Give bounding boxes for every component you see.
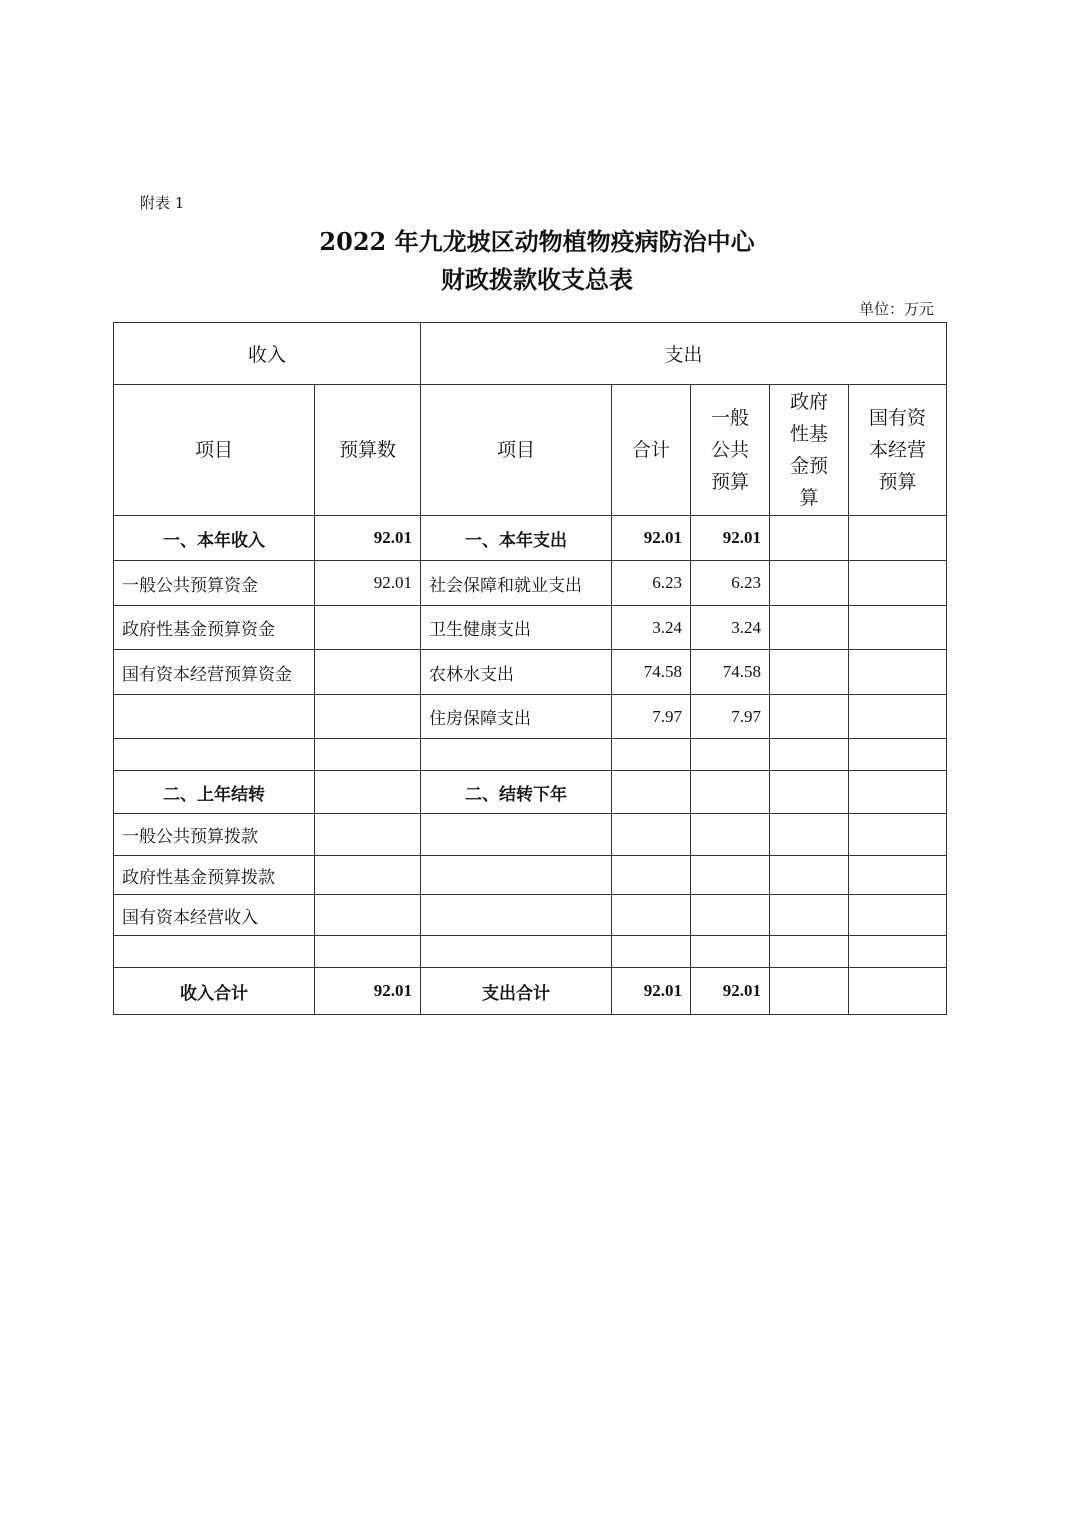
cell <box>691 936 770 968</box>
cell: 7.97 <box>612 695 691 739</box>
cell <box>315 771 421 814</box>
cell: 7.97 <box>691 695 770 739</box>
cell: 92.01 <box>315 516 421 561</box>
header-gov-fund: 政府性基金预算 <box>770 385 849 516</box>
cell <box>770 968 849 1015</box>
cell <box>315 695 421 739</box>
cell: 政府性基金预算拨款 <box>114 856 315 895</box>
cell <box>770 771 849 814</box>
table-row <box>114 968 947 1015</box>
cell: 二、结转下年 <box>421 771 612 814</box>
cell <box>770 856 849 895</box>
cell: 一、本年收入 <box>114 516 315 561</box>
table-row <box>114 695 947 739</box>
cell <box>849 814 947 856</box>
cell <box>114 695 315 739</box>
cell <box>770 936 849 968</box>
header-expense-item: 项目 <box>421 385 612 516</box>
cell: 社会保障和就业支出 <box>421 561 612 606</box>
cell <box>849 561 947 606</box>
cell: 92.01 <box>691 516 770 561</box>
cell <box>612 739 691 771</box>
cell: 政府性基金预算资金 <box>114 606 315 650</box>
cell <box>770 650 849 695</box>
cell <box>770 561 849 606</box>
cell: 一、本年支出 <box>421 516 612 561</box>
table-row <box>114 895 947 936</box>
cell <box>849 650 947 695</box>
cell <box>612 771 691 814</box>
cell <box>849 516 947 561</box>
cell <box>612 895 691 936</box>
cell: 92.01 <box>691 968 770 1015</box>
table-row <box>114 814 947 856</box>
cell: 92.01 <box>315 561 421 606</box>
cell <box>421 856 612 895</box>
cell <box>315 895 421 936</box>
cell <box>421 814 612 856</box>
budget-table <box>113 322 947 1015</box>
cell: 支出合计 <box>421 968 612 1015</box>
cell <box>849 936 947 968</box>
unit-label: 单位：万元 <box>858 300 934 318</box>
cell: 3.24 <box>691 606 770 650</box>
cell: 住房保障支出 <box>421 695 612 739</box>
cell <box>612 856 691 895</box>
cell <box>849 895 947 936</box>
cell: 收入合计 <box>114 968 315 1015</box>
section-income: 收入 <box>114 323 421 385</box>
cell <box>114 936 315 968</box>
cell: 74.58 <box>691 650 770 695</box>
cell <box>691 895 770 936</box>
table-row <box>114 771 947 814</box>
cell <box>849 695 947 739</box>
cell: 6.23 <box>691 561 770 606</box>
cell <box>315 936 421 968</box>
cell: 92.01 <box>612 968 691 1015</box>
cell <box>691 856 770 895</box>
table-row <box>114 606 947 650</box>
appendix-label: 附表 1 <box>140 194 185 212</box>
cell <box>421 895 612 936</box>
table-row <box>114 650 947 695</box>
cell <box>315 814 421 856</box>
cell <box>315 606 421 650</box>
table-row <box>114 516 947 561</box>
header-income-item: 项目 <box>114 385 315 516</box>
cell: 92.01 <box>612 516 691 561</box>
cell <box>114 739 315 771</box>
cell <box>612 814 691 856</box>
cell <box>421 739 612 771</box>
cell <box>315 739 421 771</box>
cell: 国有资本经营预算资金 <box>114 650 315 695</box>
cell: 3.24 <box>612 606 691 650</box>
cell <box>849 856 947 895</box>
table-row <box>114 561 947 606</box>
cell <box>849 968 947 1015</box>
cell: 国有资本经营收入 <box>114 895 315 936</box>
cell: 一般公共预算拨款 <box>114 814 315 856</box>
cell <box>849 739 947 771</box>
cell <box>770 516 849 561</box>
cell <box>315 856 421 895</box>
cell <box>770 739 849 771</box>
cell <box>691 771 770 814</box>
header-state-capital: 国有资本经营预算 <box>849 385 947 516</box>
cell <box>315 650 421 695</box>
page-subtitle: 财政拨款收支总表 <box>441 265 633 294</box>
cell <box>770 695 849 739</box>
page-title: 2022 年九龙坡区动物植物疫病防治中心 <box>319 227 755 256</box>
cell: 农林水支出 <box>421 650 612 695</box>
header-general-public: 一般公共预算 <box>691 385 770 516</box>
cell: 卫生健康支出 <box>421 606 612 650</box>
cell <box>691 814 770 856</box>
header-income-budget: 预算数 <box>315 385 421 516</box>
cell <box>770 606 849 650</box>
header-total: 合计 <box>612 385 691 516</box>
cell: 二、上年结转 <box>114 771 315 814</box>
table-row <box>114 936 947 968</box>
section-expense: 支出 <box>421 323 947 385</box>
cell: 74.58 <box>612 650 691 695</box>
cell <box>849 606 947 650</box>
cell <box>849 771 947 814</box>
cell <box>770 814 849 856</box>
table-row <box>114 739 947 771</box>
cell <box>691 739 770 771</box>
cell <box>421 936 612 968</box>
cell: 一般公共预算资金 <box>114 561 315 606</box>
table-row <box>114 856 947 895</box>
cell <box>770 895 849 936</box>
cell <box>612 936 691 968</box>
cell: 92.01 <box>315 968 421 1015</box>
cell: 6.23 <box>612 561 691 606</box>
